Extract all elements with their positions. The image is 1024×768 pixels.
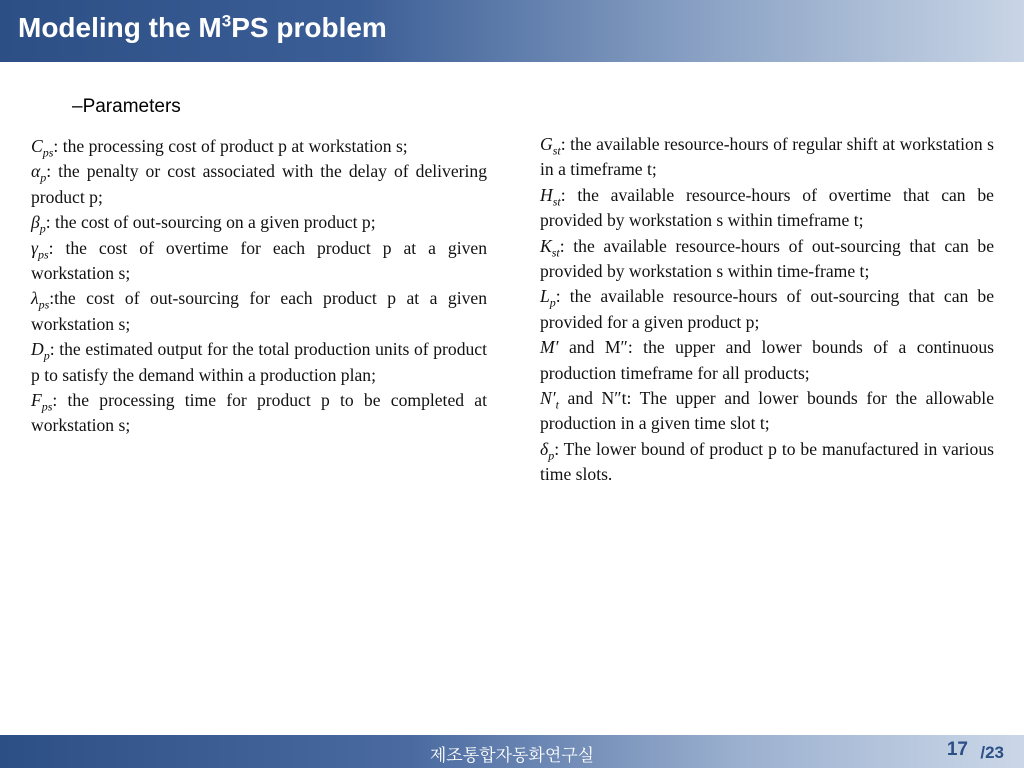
footer-bar: [0, 735, 1024, 768]
param-symbol: $C_{ps}$: [31, 136, 54, 160]
header-bar: [0, 0, 1024, 62]
param-m-bounds: [540, 335, 994, 386]
right-parameter-column: [540, 132, 994, 488]
param-symbol: $H_{st}$: [540, 184, 561, 209]
param-symbol: $\alpha_p$: [31, 161, 47, 185]
param-h-st: [540, 183, 994, 234]
param-symbol: M′: [540, 337, 559, 358]
param-c-ps: [31, 134, 487, 159]
param-description: and N″t: The upper and lower bounds for the allowable production in a given time slot t;: [540, 388, 994, 434]
param-delta-p: [540, 437, 994, 488]
param-symbol: $N'_t$: [540, 388, 559, 412]
param-d-p: [31, 337, 487, 388]
title-suffix: PS problem: [231, 12, 387, 43]
param-alpha-p: [31, 159, 487, 210]
parameters-bullet: –Parameters: [72, 96, 181, 117]
lab-name: 제조통합자동화연구실: [429, 746, 595, 766]
param-description: : the cost of overtime for each product p at a given workstation s;: [31, 237, 487, 284]
param-symbol: $\lambda_{ps}$: [31, 288, 50, 312]
param-symbol: $L_p$: [540, 286, 556, 310]
slide-title: [18, 12, 387, 44]
param-gamma-ps: [31, 236, 487, 287]
param-description: : the available resource-hours of out-sourcing that can be provided by workstation s within time-frame t;: [540, 235, 994, 282]
param-description: :the cost of out-sourcing for each product p at a given workstation s;: [31, 288, 487, 334]
param-description: : The lower bound of product p to be manufactured in various time slots.: [540, 438, 994, 485]
param-g-st: [540, 132, 994, 183]
param-description: : the available resource-hours of overtime that can be provided by workstation s within timeframe t;: [540, 184, 994, 231]
param-description: and M″: the upper and lower bounds of a continuous production timeframe for all products;: [540, 337, 994, 383]
page-total: /23: [980, 743, 1004, 762]
param-symbol: $G_{st}$: [540, 134, 561, 158]
param-description: : the available resource-hours of regular shift at workstation s in a timeframe t;: [540, 134, 994, 180]
param-l-p: [540, 284, 994, 335]
param-symbol: $\beta_p$: [31, 212, 46, 236]
title-superscript: 3: [221, 11, 232, 31]
param-description: : the penalty or cost associated with the delay of delivering product p;: [31, 161, 487, 207]
param-symbol: $\delta_p$: [540, 438, 555, 463]
param-symbol: $F_{ps}$: [31, 390, 53, 414]
param-symbol: $\gamma_{ps}$: [31, 237, 49, 262]
param-description: : the processing time for product p to be completed at workstation s;: [31, 390, 487, 436]
param-f-ps: [31, 388, 487, 439]
param-description: : the processing cost of product p at workstation s;: [53, 136, 408, 156]
param-n-bounds: [540, 386, 994, 437]
title-prefix: Modeling the M: [18, 12, 222, 43]
left-parameter-column: [31, 134, 487, 439]
param-lambda-ps: [31, 286, 487, 337]
param-beta-p: [31, 210, 487, 235]
param-description: : the available resource-hours of out-sourcing that can be provided for a given product p;: [540, 286, 994, 332]
param-k-st: [540, 234, 994, 285]
param-description: : the estimated output for the total production units of product p to satisfy the demand within a production plan;: [31, 339, 487, 385]
param-symbol: $D_p$: [31, 339, 50, 363]
param-description: : the cost of out-sourcing on a given product p;: [45, 212, 376, 233]
page-number: 17: [946, 739, 968, 760]
param-symbol: $K_{st}$: [540, 235, 560, 260]
